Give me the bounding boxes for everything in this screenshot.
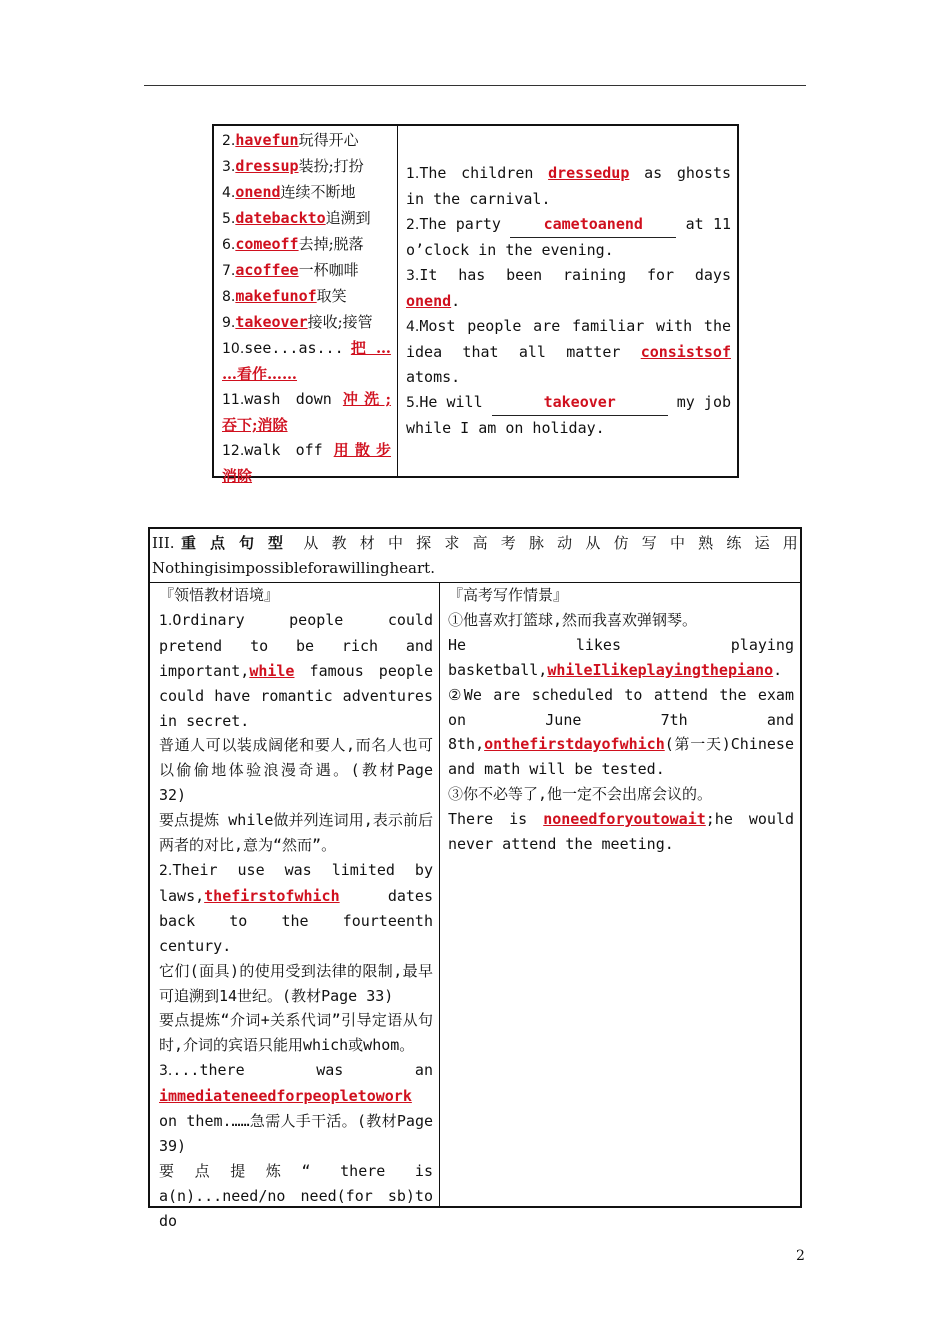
exercise-number: 3.	[406, 268, 420, 284]
answer-blank	[510, 212, 676, 238]
phrase-number: 7.	[222, 263, 236, 279]
section-header	[150, 529, 811, 583]
phrase-answer: onend	[235, 183, 281, 201]
writing-sentence-3	[448, 807, 794, 857]
answer-blank	[492, 390, 668, 416]
section-title: 重点句型	[180, 534, 297, 552]
section-roman: III.	[152, 534, 175, 552]
example-answer: immediateneedforpeopletowork	[159, 1087, 412, 1106]
exercise-number: 5.	[406, 395, 420, 411]
phrase-meaning: 一杯咖啡	[298, 261, 359, 279]
example-translation: 普通人可以装成阔佬和要人,而名人也可以偷偷地体验浪漫奇遇。(教材Page 32)	[159, 736, 433, 805]
phrase-answer: …看作……	[222, 365, 298, 383]
exercise-text: The party	[419, 215, 511, 233]
phrase-item-cont	[222, 464, 391, 489]
phrase-item	[222, 180, 391, 206]
header-rule	[144, 85, 806, 86]
exercise-list	[406, 161, 731, 441]
exercise-answer: onend	[406, 292, 452, 310]
phrase-meaning: 追溯到	[325, 209, 371, 227]
phrase-answer: acoffee	[235, 261, 299, 279]
phrase-item	[222, 206, 391, 232]
example-text: Ordinary people could pretend to be rich and important,	[159, 610, 433, 680]
phrase-item	[222, 154, 391, 180]
phrase-number: 2.	[222, 133, 236, 149]
writing-text: He likes playing basketball,	[448, 635, 794, 679]
exercise-answer: cametoanend	[543, 215, 643, 233]
section-body	[150, 583, 800, 1230]
example-text: on them.	[159, 1112, 232, 1131]
exercise-number: 2.	[406, 217, 420, 233]
writing-answer: noneedforyoutowait	[543, 810, 706, 829]
prompt-translation: ③你不必等了,他一定不会出席会议的。	[448, 785, 713, 804]
exercise-column	[398, 126, 737, 476]
example-text: famous people could have romantic adventures in secret.	[159, 661, 433, 730]
phrase-answer: 把 …	[350, 339, 391, 357]
phrase-item-cont	[222, 362, 391, 387]
exercise-text: He will	[419, 393, 492, 411]
exercise-number: 4.	[406, 319, 420, 335]
column-heading: 『领悟教材语境』	[159, 586, 280, 604]
sentence-pattern-table	[148, 527, 811, 1230]
phrase-number: 11.	[222, 392, 245, 408]
phrase-item	[222, 258, 391, 284]
writing-sentence-1	[448, 633, 794, 683]
phrase-text: wash down	[244, 390, 332, 408]
section-motto: Nothingisimpossibleforawillingheart.	[152, 559, 435, 577]
phrase-answer: comeoff	[235, 235, 299, 253]
writing-answer: whileIlikeplayingthepiano	[547, 660, 774, 679]
phrase-number: 6.	[222, 237, 236, 253]
section-title-line	[152, 531, 811, 556]
example-sentence-1	[159, 608, 433, 734]
exercise-item	[406, 263, 731, 314]
exercise-item	[406, 314, 731, 390]
phrase-item	[222, 310, 391, 336]
phrase-item	[222, 336, 391, 362]
phrase-answer: makefunof	[235, 287, 317, 305]
phrase-meaning: 装扮;打扮	[298, 157, 364, 175]
phrase-answer: dressup	[235, 157, 299, 175]
example-number: 3.	[159, 1063, 173, 1080]
writing-text: ②We are scheduled to attend the exam on June 7th and 8th,	[448, 685, 794, 754]
phrase-number: 3.	[222, 159, 236, 175]
key-point-note: 要点提炼“ there is a(n)...need/no need(for sb)to do	[159, 1161, 433, 1230]
example-answer: while	[249, 661, 295, 680]
phrase-meaning: 去掉;脱落	[298, 235, 364, 253]
writing-text: ;he would never attend the meeting.	[448, 810, 795, 854]
exercise-text: my job while I am on holiday.	[406, 393, 732, 437]
exercise-text: Most people are familiar with the idea that all matter	[406, 317, 731, 361]
exercise-answer: dressedup	[548, 164, 630, 182]
phrase-item	[222, 128, 391, 154]
phrase-item	[222, 438, 391, 464]
writing-text: .	[773, 660, 783, 679]
exercise-text: The children	[419, 164, 549, 182]
exercise-text: .	[451, 292, 461, 310]
writing-context-column	[440, 583, 800, 1206]
writing-sentence-2	[448, 683, 794, 783]
phrase-answer: havefun	[235, 131, 299, 149]
phrase-meaning: 连续不断地	[280, 183, 356, 201]
writing-text: There is	[448, 810, 544, 829]
phrase-meaning: 取笑	[316, 287, 347, 305]
exercise-item	[406, 161, 731, 212]
phrase-item	[222, 387, 391, 413]
phrase-answer: 消除	[222, 467, 253, 485]
writing-answer: onthefirstdayofwhich	[484, 735, 665, 754]
exercise-answer: consistsof	[640, 343, 731, 361]
example-sentence-3	[159, 1058, 433, 1159]
page-number: 2	[796, 1248, 805, 1264]
exercise-number: 1.	[406, 166, 420, 182]
example-text: Their use was limited by laws,	[159, 860, 433, 905]
example-number: 1.	[159, 612, 173, 629]
example-answer: thefirstofwhich	[204, 886, 340, 905]
phrase-answer: 用散步	[333, 441, 391, 459]
example-translation: ……急需人手干活。(教材Page 39)	[159, 1112, 434, 1155]
phrase-text: walk off	[244, 441, 323, 459]
phrase-meaning: 玩得开心	[298, 131, 359, 149]
phrase-table	[212, 124, 739, 485]
example-text: dates back to the fourteenth century.	[159, 886, 433, 955]
phrase-item	[222, 284, 391, 310]
exercise-text: as ghosts in the carnival.	[406, 164, 732, 208]
phrase-number: 4.	[222, 185, 236, 201]
phrase-number: 8.	[222, 289, 236, 305]
exercise-answer: takeover	[543, 393, 616, 411]
phrase-text: see...as...	[244, 339, 344, 357]
phrase-meaning: 接收;接管	[307, 313, 373, 331]
phrase-answer: datebackto	[235, 209, 326, 227]
phrase-number: 12.	[222, 443, 245, 459]
exercise-text: atoms.	[406, 368, 461, 386]
textbook-context-column	[150, 583, 440, 1230]
phrase-answer: 吞下;消除	[222, 416, 288, 434]
phrase-item	[222, 232, 391, 258]
key-point-note: 要点提炼“介词+关系代词”引导定语从句时,介词的宾语只能用which或whom。	[159, 1011, 433, 1055]
example-translation: 它们(面具)的使用受到法律的限制,最早可追溯到14世纪。(教材Page 33)	[159, 961, 433, 1005]
phrase-answer: takeover	[235, 313, 308, 331]
exercise-text: It has been raining for days	[419, 266, 731, 284]
phrase-number: 9.	[222, 315, 236, 331]
example-text: ...there was an	[172, 1061, 433, 1080]
writing-text: (第一天)Chinese and math will be tested.	[448, 735, 794, 779]
exercise-text: at 11 o’clock in the evening.	[406, 215, 732, 259]
column-heading: 『高考写作情景』	[448, 586, 569, 604]
phrase-list	[214, 126, 398, 485]
phrase-number: 10.	[222, 341, 245, 357]
example-number: 2.	[159, 862, 173, 879]
phrase-answer: 冲洗;	[342, 390, 391, 408]
phrase-number: 5.	[222, 211, 236, 227]
section-subtitle: 从教材中探求高考脉动从仿写中熟练运用	[303, 534, 811, 552]
prompt-translation: ①他喜欢打篮球,然而我喜欢弹钢琴。	[448, 610, 698, 629]
key-point-note: 要点提炼 while做并列连词用,表示前后两者的对比,意为“然而”。	[159, 811, 433, 855]
exercise-item	[406, 390, 731, 441]
phrase-item-cont	[222, 413, 391, 438]
example-sentence-2	[159, 858, 433, 959]
exercise-item	[406, 212, 731, 263]
